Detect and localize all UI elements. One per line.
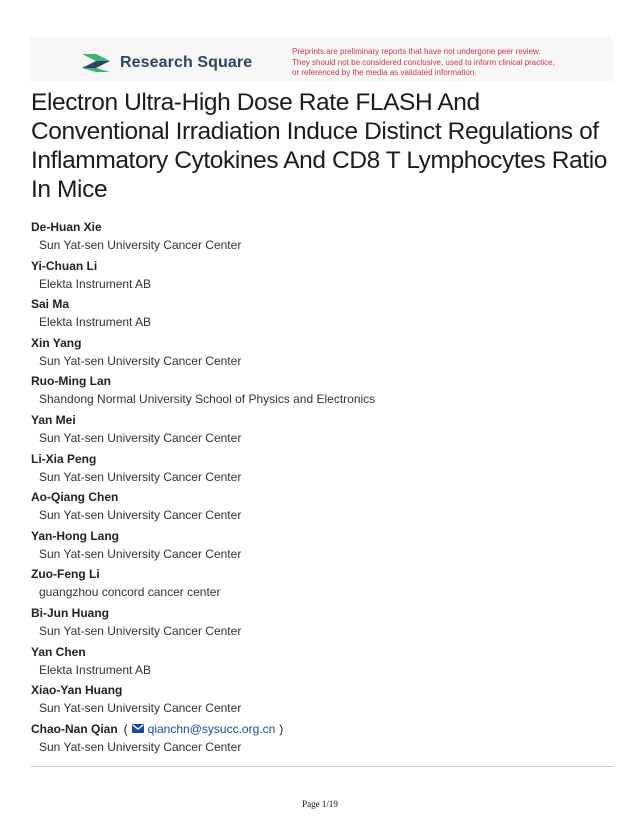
author-name[interactable]: Yan Chen <box>31 644 86 659</box>
author-name[interactable]: Yan Mei <box>31 412 76 427</box>
author-affiliation: Sun Yat-sen University Cancer Center <box>39 546 242 561</box>
author-name[interactable]: Zuo-Feng Li <box>31 567 100 582</box>
corresponding-author-name <box>31 720 611 738</box>
author-name[interactable]: Yan-Hong Lang <box>31 528 119 543</box>
research-square-logo-icon <box>80 51 112 75</box>
author-name[interactable]: Sai Ma <box>31 297 70 312</box>
divider-line <box>31 766 614 767</box>
author-affiliation: Elekta Instrument AB <box>39 662 152 677</box>
author-entry <box>31 372 611 411</box>
author-entry <box>31 604 611 643</box>
author-list <box>31 218 611 758</box>
author-affiliation: Sun Yat-sen University Cancer Center <box>39 623 242 638</box>
author-name[interactable]: Yi-Chuan Li <box>31 258 98 273</box>
disclaimer-line: They should not be considered conclusive, used to inform clinical practice, <box>292 57 555 67</box>
author-name[interactable]: Bi-Jun Huang <box>31 605 109 620</box>
author-affiliation: Elekta Instrument AB <box>39 315 152 330</box>
author-name[interactable]: Li-Xia Peng <box>31 451 97 466</box>
author-name[interactable]: Chao-Nan Qian <box>31 721 118 736</box>
author-entry <box>31 488 611 527</box>
disclaimer-line: or referenced by the media as validated information. <box>292 68 477 77</box>
email-open-paren: ( <box>123 721 128 736</box>
author-name[interactable]: Ao-Qiang Chen <box>31 490 119 505</box>
author-entry <box>31 681 611 720</box>
author-affiliation: Sun Yat-sen University Cancer Center <box>39 238 242 252</box>
author-entry <box>31 411 611 450</box>
author-entry <box>31 720 611 759</box>
envelope-icon <box>132 724 144 733</box>
paper-title: Electron Ultra-High Dose Rate FLASH And Conventional Irradiation Induce Distinct Regulations of Inflammatory Cytokines And CD8 T Lymphocytes Ratio In Mice <box>31 89 607 203</box>
page-number: Page 1/19 <box>302 799 338 809</box>
email-link[interactable] <box>132 720 276 738</box>
author-affiliation: Sun Yat-sen University Cancer Center <box>39 353 242 368</box>
author-name[interactable]: Xin Yang <box>31 335 82 350</box>
author-affiliation: Sun Yat-sen University Cancer Center <box>39 508 242 523</box>
author-name[interactable]: Xiao-Yan Huang <box>31 683 123 698</box>
email-close-paren: ) <box>279 721 284 736</box>
author-name[interactable]: Ruo-Ming Lan <box>31 374 111 389</box>
author-entry <box>31 218 611 257</box>
author-entry <box>31 295 611 334</box>
author-affiliation: Sun Yat-sen University Cancer Center <box>39 469 242 484</box>
research-square-logo[interactable] <box>80 51 252 75</box>
author-affiliation: Sun Yat-sen University Cancer Center <box>39 701 242 716</box>
author-entry <box>31 257 611 296</box>
author-entry <box>31 565 611 604</box>
author-entry <box>31 527 611 566</box>
disclaimer-line: Preprints are preliminary reports that have not undergone peer review. <box>292 47 541 56</box>
author-affiliation: Shandong Normal University School of Physics and Electronics <box>39 392 376 407</box>
logo-text: Research Square <box>120 54 253 71</box>
author-affiliation: Sun Yat-sen University Cancer Center <box>39 739 242 754</box>
email-address: qianchn@sysucc.org.cn <box>147 721 276 736</box>
author-entry <box>31 450 611 489</box>
author-affiliation: guangzhou concord cancer center <box>39 585 221 600</box>
author-affiliation: Elekta Instrument AB <box>39 276 152 291</box>
author-entry <box>31 334 611 373</box>
author-name[interactable]: De-Huan Xie <box>31 220 102 234</box>
author-affiliation: Sun Yat-sen University Cancer Center <box>39 430 242 445</box>
author-entry <box>31 643 611 682</box>
preprint-disclaimer <box>292 47 592 79</box>
